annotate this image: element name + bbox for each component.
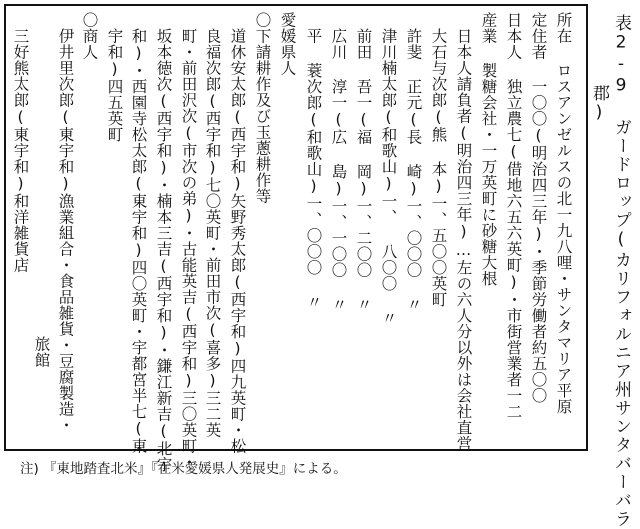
text-column: 三好熊太郎(東宇和)和洋雑貨店 [11,12,30,273]
text-column: 和)・西園寺松太郎(東宇和)四〇英町・宇都宮半七(東 [129,12,148,454]
text-column: 旅館 [32,176,51,368]
text-column: 前田 吾一(福 岡)一、二〇〇 〃 [354,12,373,313]
text-column: 日本人請負者(明治四三年)…左の六人分以外は会社直営 [454,12,473,452]
text-column: 大石与次郎(熊 本)一、五〇〇英町 [429,12,448,308]
text-column: 産業 製糖会社・一万英町に砂糖大根 [479,12,498,287]
text-column: 津川楠太郎(和歌山)一、 八〇〇 〃 [379,12,398,326]
text-column: 定住者 一〇〇(明治四三年)・季節労働者約五〇〇 [529,12,548,404]
text-column: 坂本徳次(西宇和)・楠本三吉(西宇和)・鎌江新吉(北宇 [154,12,173,473]
table-title: 表2-9 ガードロップ(カリフォルニア州サンタバーバラ [611,14,631,529]
text-column: 宇和)四五英町 [105,12,124,143]
text-column: 所在 ロスアンゼルスの北一九八哩・サンタマリア平原 [554,12,573,415]
text-column: 伊井里次郎(東宇和)漁業組合・食品雑貨・豆腐製造・ [56,12,75,433]
source-note: 注) 『東地踏査北米』『在米愛媛県人発展史』による。 [20,461,347,477]
text-column: 日本人 独立農七(借地六五六英町)・市街営業者一二 [504,12,523,420]
text-column: 平 蓑次郎(和歌山)一、〇〇〇 〃 [304,12,323,310]
text-column: 〇商人 [80,12,99,60]
table-title-continued: 郡) [589,84,609,124]
text-column: 〇下請耕作及び玉蔥耕作等 [253,12,272,204]
text-column: 愛媛県人 [278,12,297,76]
text-column: 良福次郎(西宇和)七〇英町・前田市次(喜多)三二英 [203,12,222,438]
text-column: 町・前田沢次(市次の弟)・古能英吉(西宇和)三〇英町・ [179,12,198,470]
text-column: 広川 淳一(広 島)一、一〇〇 〃 [329,12,348,313]
text-column: 道休安太郎(西宇和)矢野秀太郎(西宇和)四九英町・松 [228,12,247,454]
text-column: 許斐 正元(長 崎)一、〇〇〇 〃 [404,12,423,313]
